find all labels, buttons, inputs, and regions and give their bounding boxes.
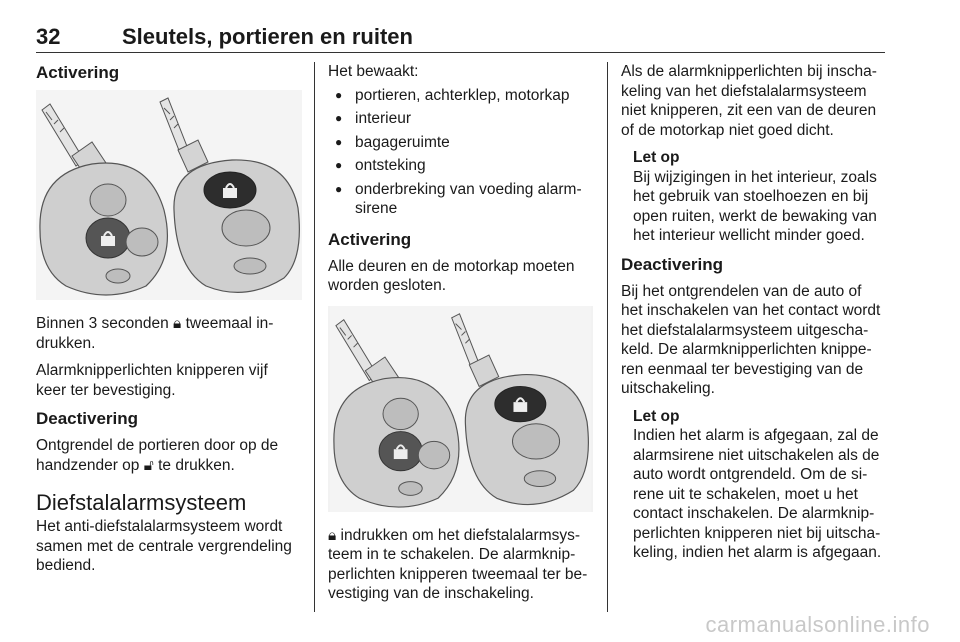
list-item: ● interieur <box>355 109 593 129</box>
paragraph: Bij het ontgrendelen van de auto of het inschakelen van het contact wordt het diefstalalarmsysteem uitgescha-keld. De alarmknipperlichten knippe-ren eenmaal ter bevestiging van de uitschakeling. <box>621 282 881 397</box>
paragraph: Het bewaakt: <box>328 63 419 80</box>
note-title: Let op <box>633 407 680 425</box>
paragraph: Als de alarmknipperlichten bij inscha-keling van het diefstalalarmsysteem niet knipperen, zit een van de deuren of de motorkap niet goed dicht. <box>621 63 877 139</box>
key-fob-right <box>174 160 299 292</box>
note-box <box>621 148 887 246</box>
section-heading-activation: Activering <box>328 229 412 249</box>
lock-icon: 🔒︎ <box>328 525 337 544</box>
paragraph: Het anti-diefstalalarmsysteem wordt samen met de centrale vergrendeling bediend. <box>36 518 292 574</box>
key-fob-illustration <box>328 306 593 512</box>
paragraph: Binnen 3 seconden 🔒︎ tweemaal in-drukken. <box>36 314 274 352</box>
page-number: 32 <box>36 24 61 49</box>
paragraph: 🔒︎ indrukken om het diefstalalarmsys-teem in te schakelen. De alarmknip-perlichten knipperen tweemaal ter be-vestiging van de inschakeling. <box>328 525 588 602</box>
list-item: ● onderbreking van voeding alarm-sirene <box>355 180 593 219</box>
note-box <box>621 407 887 563</box>
unlock-icon: 🔓︎ <box>143 455 154 474</box>
paragraph: Alarmknipperlichten knipperen vijf keer ter bevestiging. <box>36 362 268 399</box>
section-heading-activation: Activering <box>36 63 120 82</box>
column-2 <box>328 62 593 612</box>
chapter-title: Sleutels, portieren en ruiten <box>122 24 413 49</box>
bullet-list <box>328 86 593 219</box>
section-heading-deactivation: Deactivering <box>36 409 139 428</box>
watermark: carmanualsonline.info <box>705 612 930 637</box>
paragraph: Ontgrendel de portieren door op de handzender op 🔓︎ te drukken. <box>36 437 279 474</box>
page-header <box>36 20 885 53</box>
key-fob-illustration <box>36 90 302 300</box>
note-title: Let op <box>633 149 680 166</box>
key-fob-left <box>40 163 168 295</box>
section-heading-antitheft: Diefstalalarmsysteem <box>36 490 247 515</box>
note-text: Bij wijzigingen in het interieur, zoals het gebruik van stoelhoezen en bij open ruiten, werkt de bewaking van het interieur wellicht minder goed. <box>633 168 877 244</box>
column-3 <box>621 62 887 571</box>
paragraph: Alle deuren en de motorkap moeten worden gesloten. <box>328 257 575 294</box>
note-text: Indien het alarm is afgegaan, zal de alarmsirene niet uitschakelen als de auto wordt ontgrendeld. Om de si-rene uit te schakelen, moet u het contact inschakelen. De alarmknip-perlichten knipperen niet bij uitscha-keling, indien het alarm is afgegaan. <box>633 427 882 561</box>
list-item: ● bagageruimte <box>355 133 593 153</box>
list-item: ● ontsteking <box>355 156 593 176</box>
column-1 <box>36 62 302 584</box>
key-fob-left <box>334 377 459 507</box>
section-heading-deactivation: Deactivering <box>621 254 724 274</box>
lock-icon: 🔒︎ <box>173 314 182 332</box>
column-divider <box>607 62 608 612</box>
column-divider <box>314 62 315 612</box>
key-fob-right <box>465 374 588 504</box>
list-item: ● portieren, achterklep, motorkap <box>355 86 593 106</box>
